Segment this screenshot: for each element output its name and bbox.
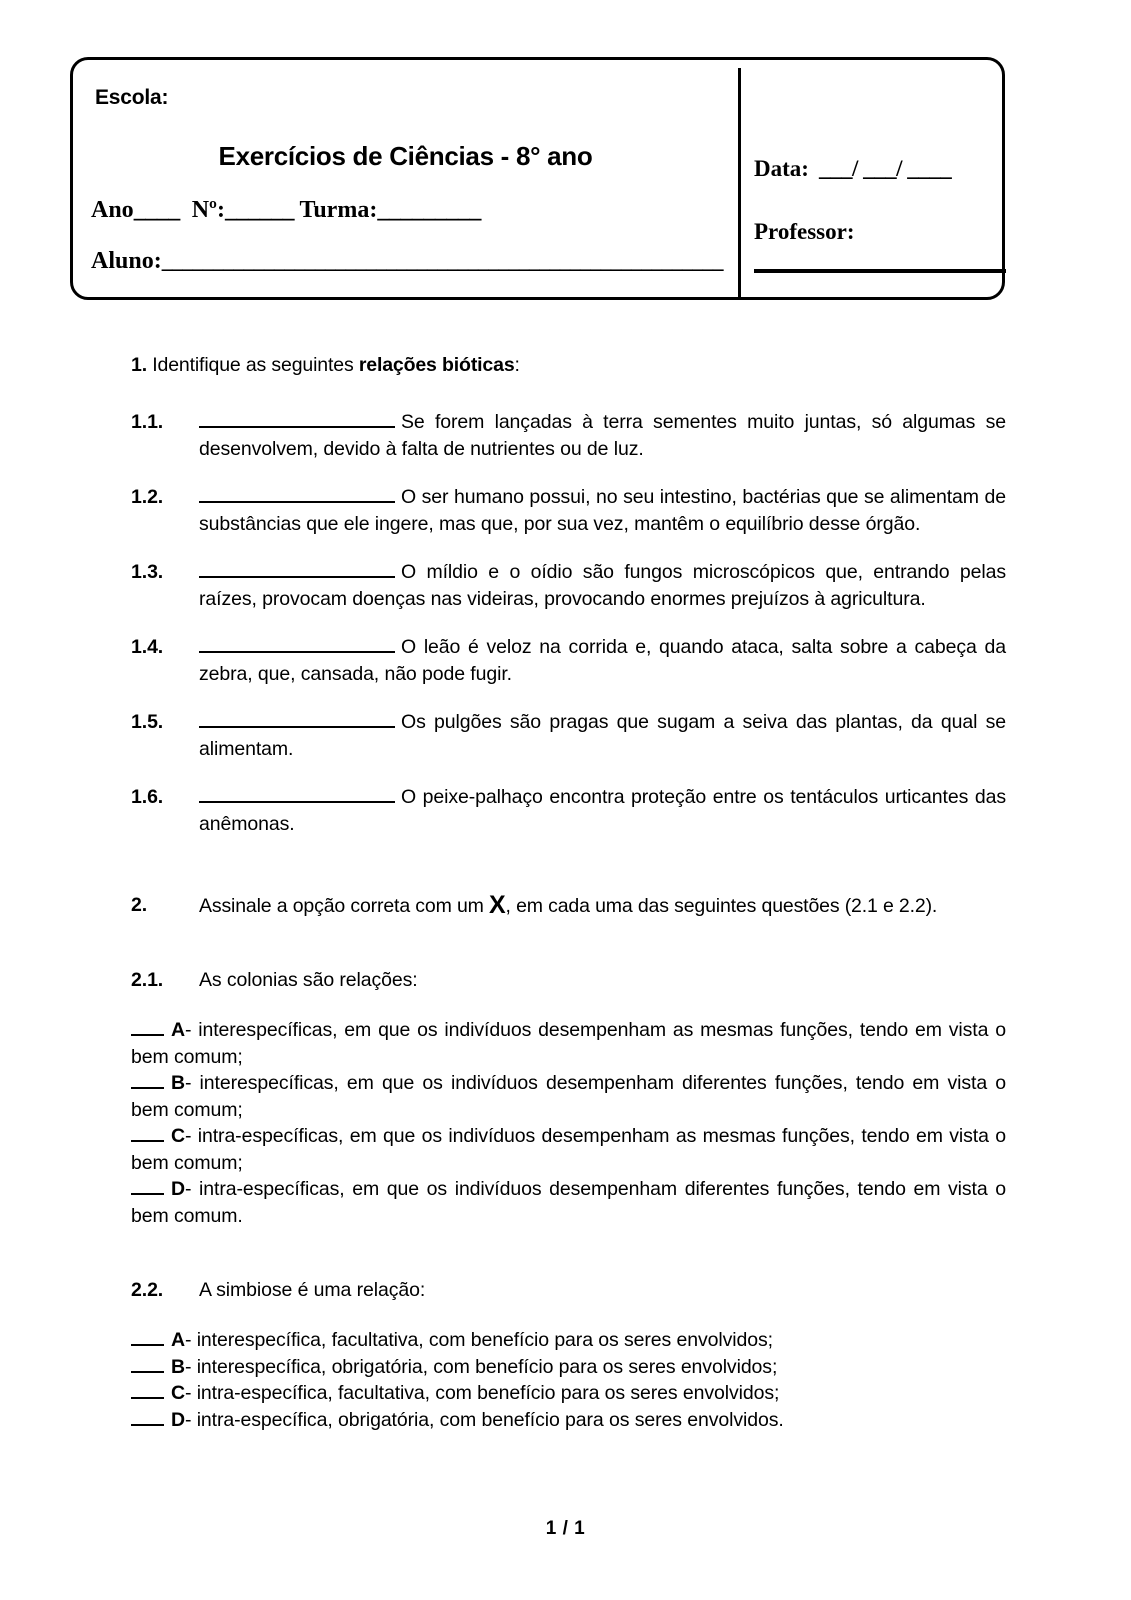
option-2-1-c xyxy=(131,1123,1006,1176)
year-label: Ano xyxy=(91,197,134,223)
option-blank-2-2-b[interactable] xyxy=(131,1356,164,1373)
option-blank-2-1-c[interactable] xyxy=(131,1125,164,1142)
teacher-signature-rule xyxy=(754,269,1006,273)
question-1-3-text: O míldio e o oídio são fungos microscópicos que, entrando pelas raízes, provocam doenças nas videiras, provocando enormes prejuízos à agricultura. xyxy=(199,561,1006,610)
question-2-2-options xyxy=(131,1327,1006,1433)
option-blank-2-1-d[interactable] xyxy=(131,1178,164,1195)
answer-blank-1-6[interactable] xyxy=(199,784,395,803)
answer-blank-1-1[interactable] xyxy=(199,409,395,428)
option-letter-2-1-b: B xyxy=(171,1072,185,1094)
page-footer: 1 / 1 xyxy=(545,1518,586,1539)
option-letter-2-1-c: C xyxy=(171,1125,185,1147)
class-label: Turma: xyxy=(299,197,378,223)
question-2-2-number: 2.2. xyxy=(131,1279,164,1301)
question-1-4 xyxy=(131,634,1006,687)
option-letter-2-2-d: D xyxy=(171,1408,185,1431)
question-1-1-number: 1.1. xyxy=(131,411,164,433)
option-2-2-a xyxy=(131,1327,1006,1354)
option-2-1-b xyxy=(131,1070,1006,1123)
student-name-row xyxy=(91,248,723,275)
option-2-1-a xyxy=(131,1017,1006,1070)
option-text-2-2-a: - interespecífica, facultativa, com benefício para os seres envolvidos; xyxy=(184,1329,773,1351)
answer-blank-1-3[interactable] xyxy=(199,559,395,578)
option-text-2-1-a: - interespecíficas, em que os indivíduos desempenham as mesmas funções, tendo em vista o bem comum; xyxy=(131,1019,1006,1068)
option-blank-2-2-c[interactable] xyxy=(131,1382,164,1399)
year-number-class-row xyxy=(91,197,481,224)
question-1-intro-before: Identifique as seguintes xyxy=(152,354,359,376)
question-1-intro-bold: relações bióticas xyxy=(358,354,515,376)
header-left-column xyxy=(73,60,738,297)
question-1-3-number: 1.3. xyxy=(131,561,164,583)
question-2-1-stem-text: As colonias são relações: xyxy=(199,969,418,991)
student-label: Aluno: xyxy=(91,248,162,274)
question-1-1 xyxy=(131,409,1006,462)
question-1-5-text: Os pulgões são pragas que sugam a seiva das plantas, da qual se alimentam. xyxy=(199,711,1006,760)
date-fill[interactable]: ___/ ___/ ____ xyxy=(818,156,952,181)
option-letter-2-2-a: A xyxy=(171,1329,185,1351)
question-1-2-text: O ser humano possui, no seu intestino, bactérias que se alimentam de substâncias que ele ingere, mas que, por sua vez, mantêm o equilíbrio desse órgão. xyxy=(199,486,1006,535)
option-text-2-1-b: - interespecíficas, em que os indivíduos desempenham diferentes funções, tendo em vista o bem comum; xyxy=(131,1072,1006,1121)
question-1-6-number: 1.6. xyxy=(131,786,164,808)
question-1-5 xyxy=(131,709,1006,762)
question-1-2-number: 1.2. xyxy=(131,486,164,508)
question-2-text-after: , em cada uma das seguintes questões (2.1 e 2.2). xyxy=(505,895,938,917)
question-1-4-number: 1.4. xyxy=(131,636,164,658)
year-fill[interactable]: ____ xyxy=(133,197,180,223)
option-text-2-2-c: - intra-específica, facultativa, com benefício para os seres envolvidos; xyxy=(184,1382,780,1404)
option-letter-2-2-c: C xyxy=(171,1382,185,1404)
question-2-intro xyxy=(131,892,1006,919)
option-letter-2-1-d: D xyxy=(171,1178,185,1200)
page-title: Exercícios de Ciências - 8° ano xyxy=(218,141,593,171)
option-text-2-2-d: - intra-específica, obrigatória, com benefício para os seres envolvidos. xyxy=(184,1408,784,1431)
option-2-2-b xyxy=(131,1354,1006,1381)
question-2-2-stem xyxy=(131,1277,1006,1303)
number-fill[interactable]: ______ xyxy=(224,197,294,223)
question-2-1-stem xyxy=(131,967,1006,993)
header-right-column xyxy=(741,60,1002,297)
question-1-3 xyxy=(131,559,1006,612)
question-1-intro xyxy=(131,352,1006,378)
question-2-text-before: Assinale a opção correta com um xyxy=(199,895,490,917)
question-1-6-text: O peixe-palhaço encontra proteção entre os tentáculos urticantes das anêmonas. xyxy=(199,786,1006,835)
question-2-2-stem-text: A simbiose é uma relação: xyxy=(199,1279,426,1301)
question-2-1-options xyxy=(131,1017,1006,1229)
class-fill[interactable]: _________ xyxy=(377,197,481,223)
student-identification-box xyxy=(70,57,1005,300)
question-2-1-number: 2.1. xyxy=(131,969,164,991)
school-label: Escola: xyxy=(95,86,169,109)
question-1-4-text: O leão é veloz na corrida e, quando ataca, salta sobre a cabeça da zebra, que, cansada, não pode fugir. xyxy=(199,636,1006,685)
question-1-number: 1. xyxy=(131,354,147,376)
student-fill[interactable]: _______________________________________________________ xyxy=(161,248,723,273)
option-blank-2-2-d[interactable] xyxy=(131,1409,164,1426)
option-2-2-c xyxy=(131,1380,1006,1407)
question-1-1-text: Se forem lançadas à terra sementes muito juntas, só algumas se desenvolvem, devido à falta de nutrientes ou de luz. xyxy=(199,411,1006,460)
option-text-2-1-c: - intra-específicas, em que os indivíduos desempenham as mesmas funções, tendo em vista o bem comum; xyxy=(131,1125,1006,1174)
option-blank-2-1-b[interactable] xyxy=(131,1072,164,1089)
option-2-2-d xyxy=(131,1407,1006,1434)
option-text-2-1-d: - intra-específicas, em que os indivíduos desempenham diferentes funções, tendo em vista o bem comum. xyxy=(131,1178,1006,1227)
question-1-6 xyxy=(131,784,1006,837)
option-blank-2-2-a[interactable] xyxy=(131,1329,164,1346)
question-2-mark: X xyxy=(489,891,506,919)
exercise-content xyxy=(131,352,1006,1433)
date-row xyxy=(754,156,951,182)
question-2-number: 2. xyxy=(131,894,147,916)
date-label: Data: xyxy=(754,156,809,181)
question-1-intro-after: : xyxy=(514,354,520,376)
teacher-label: Professor: xyxy=(754,219,855,244)
answer-blank-1-4[interactable] xyxy=(199,634,395,653)
question-1-2 xyxy=(131,484,1006,537)
option-2-1-d xyxy=(131,1176,1006,1229)
answer-blank-1-5[interactable] xyxy=(199,709,395,728)
number-label: Nº: xyxy=(191,197,225,223)
answer-blank-1-2[interactable] xyxy=(199,484,395,503)
option-letter-2-2-b: B xyxy=(171,1355,185,1378)
option-text-2-2-b: - interespecífica, obrigatória, com benefício para os seres envolvidos; xyxy=(184,1355,778,1378)
question-1-5-number: 1.5. xyxy=(131,711,164,733)
option-letter-2-1-a: A xyxy=(171,1019,185,1041)
option-blank-2-1-a[interactable] xyxy=(131,1019,164,1036)
